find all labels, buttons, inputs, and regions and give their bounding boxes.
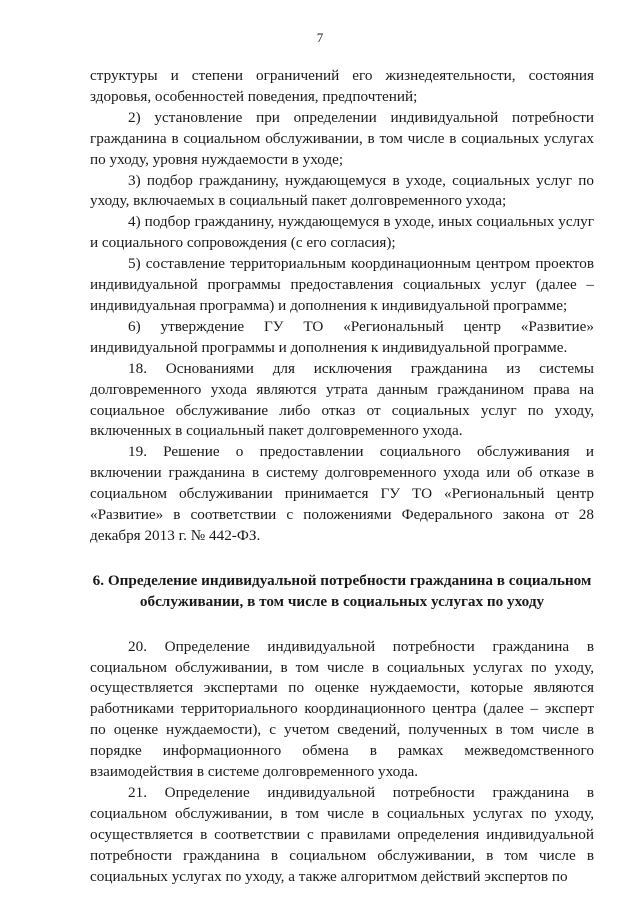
clause-21: 21. Определение индивидуальной потребности гражданина в социальном обслуживании, в том числе в социальных услугах по уходу, осуществляется в соответствии с правилами определения индивидуальной потребности гражданина в социальном обслуживании, в том числе в социальных услугах по уходу, а также алгоритмом действий экспертов по [90,784,594,885]
clause-20: 20. Определение индивидуальной потребности гражданина в социальном обслуживании, в том числе в социальных услугах по уходу, осуществляется экспертами по оценке нуждаемости, которые являются работниками территориального координационного центра (далее – эксперт по оценке нуждаемости), с учетом сведений, полученных в том числе в порядке информационного обмена в рамках межведомственного взаимодействия в системе долговременного ухода. [90,637,594,781]
section-heading: 6. Определение индивидуальной потребности гражданина в социальном обслуживании, в том числе в социальных услугах по уходу [92,571,592,610]
paragraph-continuation: структуры и степени ограничений его жизнедеятельности, состояния здоровья, особенностей поведения, предпочтений; [90,67,594,105]
list-item-5: 5) составление территориальным координационным центром проектов индивидуальной программы предоставления социальных услуг (далее – индивидуальная программа) и дополнения к индивидуальной программе; [90,255,594,314]
clause-19: 19. Решение о предоставлении социального обслуживания и включении гражданина в систему долговременного ухода или об отказе в социальном обслуживании принимается ГУ ТО «Региональный центр «Развитие» в соответствии с положениями Федерального закона от 28 декабря 2013 г. № 442-ФЗ. [90,443,594,544]
document-body [90,66,594,888]
list-item-2: 2) установление при определении индивидуальной потребности гражданина в социальном обслуживании, в том числе в социальных услугах по уходу, уровня нуждаемости в уходе; [90,108,594,168]
page-number: 7 [316,30,324,45]
list-item-4: 4) подбор гражданину, нуждающемуся в уходе, иных социальных услуг и социального сопровождения (с его согласия); [90,213,594,252]
clause-18: 18. Основаниями для исключения гражданина из системы долговременного ухода являются утрата данным гражданином права на социальное обслуживание либо отказ от социальных услуг по уходу, включенных в социальный пакет долговременного ухода. [90,359,594,440]
list-item-3: 3) подбор гражданину, нуждающемуся в уходе, социальных услуг по уходу, включаемых в социальный пакет долговременного ухода; [90,171,594,210]
list-item-6: 6) утверждение ГУ ТО «Региональный центр «Развитие» индивидуальной программы и дополнения к индивидуальной программе. [90,317,594,356]
